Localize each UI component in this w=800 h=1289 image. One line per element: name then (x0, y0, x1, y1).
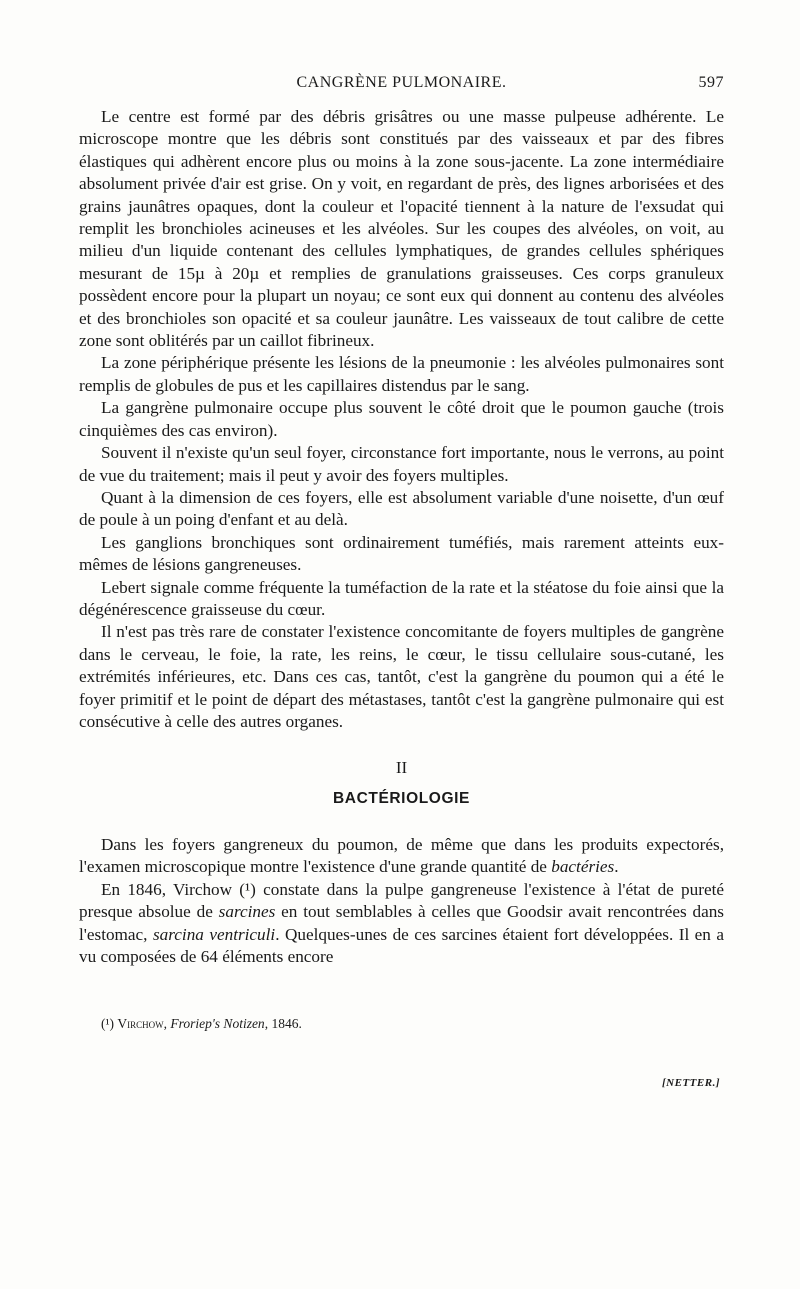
paragraph-foyer-unique: Souvent il n'existe qu'un seul foyer, circonstance fort importante, nous le verrons, au point de vue du traitement; mais il peut y avoir des foyers multiples. (79, 443, 724, 485)
paragraph-dimension: Quant à la dimension de ces foyers, elle est absolument variable d'une noisette, d'un œuf de poule à un poing d'enfant et au delà. (79, 487, 724, 530)
footnote-source: Froriep's Notizen (170, 1016, 265, 1031)
paragraph-centre: Le centre est formé par des débris grisâtres ou une masse pulpeuse adhérente. Le microscope montre que les débris sont constitués par des vaisseaux et par des fibres élastiques qui adhèrent encore plus ou moins à la zone sous-jacente. La zone intermédiaire absolument privée d'air est grise. On y voit, en regardant de près, des lignes arborisées et des grains jaunâtres opaques, dont la couleur et l'opacité tiennent à la nature de l'exsudat qui remplit les bronchioles acineuses et les alvéoles. Sur les coupes des alvéoles, on voit, au milieu d'un liquide contenant des cellules lymphatiques, de grandes cellules sphériques mesurant de 15µ à 20µ et remplies de granulations graisseuses. Ces corps granuleux possèdent encore pour la plupart un noyau; ce sont eux qui donnent au contenu des alvéoles et des bronchioles son opacité et sa couleur jaunâtre. Les vaisseaux de tout calibre de cette zone sont oblitérés par un caillot fibrineux. (79, 107, 724, 351)
italic-term: bactéries (551, 857, 615, 877)
book-page (79, 0, 724, 1289)
text-run: en tout semblables à celles que Goodsir avait rencontrées dans l'estomac, (79, 902, 724, 944)
paragraph-ganglions: Les ganglions bronchiques sont ordinairement tuméfiés, mais rarement atteints eux-mêmes de lésions gangreneuses. (79, 532, 724, 575)
italic-term: sarcina ventriculi (152, 924, 276, 944)
running-title: CANGRÈNE PULMONAIRE. (296, 74, 507, 91)
page-number: 597 (698, 74, 724, 91)
footnote-sep: , (163, 1016, 171, 1031)
italic-term: sarcines (218, 902, 276, 922)
footnote (101, 1016, 721, 1032)
publisher-mark: [NETTER.] (662, 1077, 720, 1089)
text-run: . (614, 857, 619, 877)
bacteriology-text-block (79, 834, 724, 968)
paragraph-bacteries (79, 834, 724, 879)
footnote-year: , 1846. (264, 1016, 302, 1031)
main-text-block (79, 106, 724, 733)
footnote-marker: (¹) (101, 1016, 115, 1031)
paragraph-virchow (79, 879, 724, 969)
paragraph-zone-peripherique: La zone périphérique présente les lésions de la pneumonie : les alvéoles pulmonaires sont remplis de globules de pus et les capillaires distendus par le sang. (79, 353, 724, 395)
footnote-author: Virchow (117, 1016, 164, 1031)
paragraph-cote-droit: La gangrène pulmonaire occupe plus souvent le côté droit que le poumon gauche (trois cinquièmes des cas environ). (79, 398, 724, 440)
text-run: . Quelques-unes de ces sarcines étaient fort développées. Il en a vu composées de 64 éléments encore (79, 924, 724, 967)
paragraph-foyers-multiples: Il n'est pas très rare de constater l'existence concomitante de foyers multiples de gangrène dans le cerveau, le foie, la rate, les reins, le cœur, le tissu cellulaire sous-cutané, les extrémités inférieures, etc. Dans ces cas, tantôt, c'est la gangrène du poumon qui a été le foyer primitif et le point de départ des métastases, tantôt c'est la gangrène pulmonaire qui est consécutive à celle des autres organes. (79, 622, 724, 731)
text-run: Dans les foyers gangreneux du poumon, de même que dans les produits expectorés, l'examen microscopique montre l'existence d'une grande quantité de (79, 835, 724, 877)
running-head (79, 74, 724, 98)
section-title: BACTÉRIOLOGIE (333, 790, 470, 807)
text-run: En 1846, Virchow (¹) constate dans la pulpe gangreneuse l'existence à l'état de pureté presque absolue de (79, 879, 724, 922)
paragraph-lebert: Lebert signale comme fréquente la tuméfaction de la rate et la stéatose du foie ainsi que la dégénérescence graisseuse du cœur. (79, 577, 724, 619)
section-number: II (395, 758, 408, 777)
